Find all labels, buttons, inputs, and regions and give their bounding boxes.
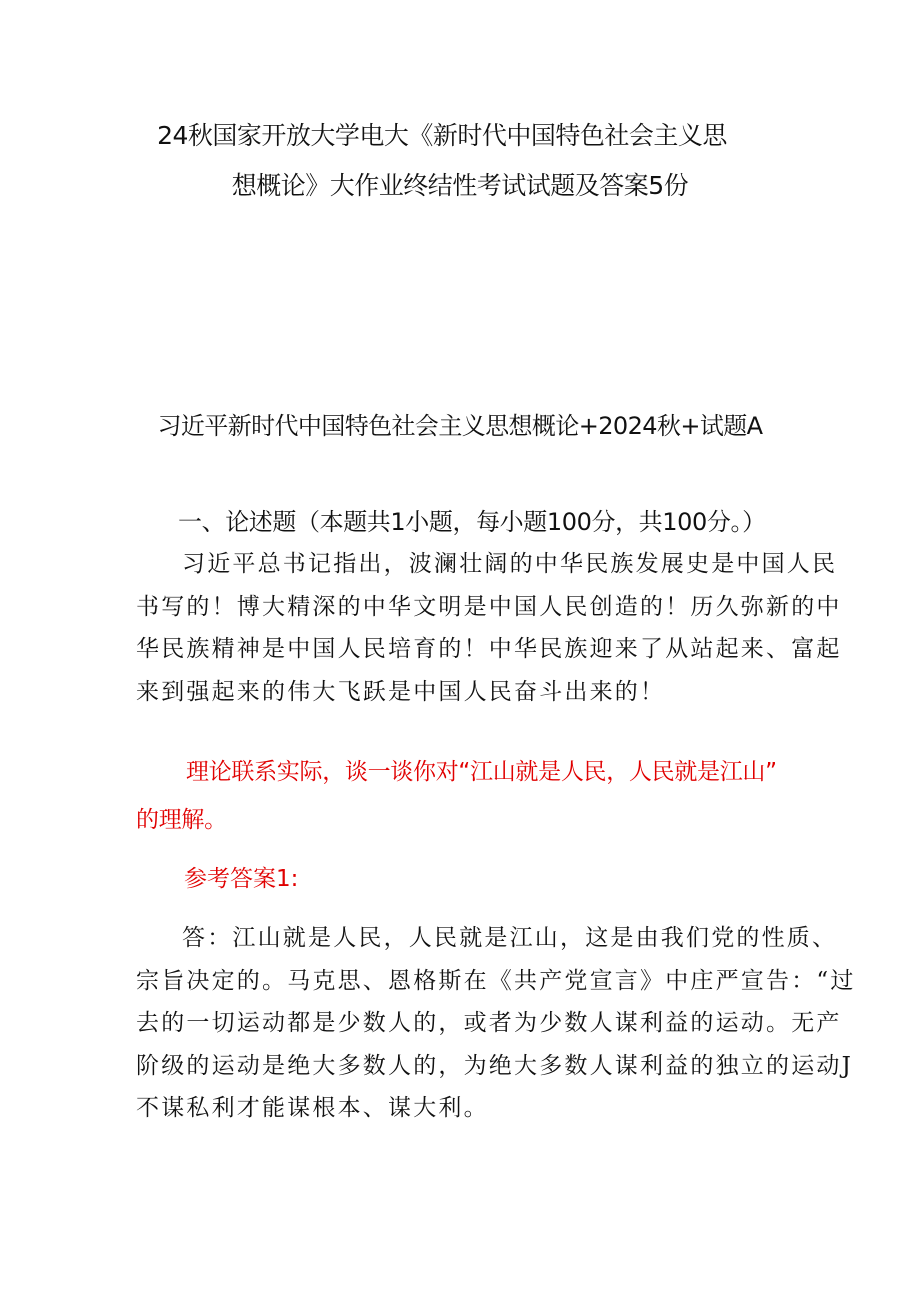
- answer-paragraph: [136, 917, 856, 1130]
- paragraph-line: 华民族精神是中国人民培育的！中华民族迎来了从站起来、富起: [136, 636, 842, 662]
- document-title-line-1: 24秋国家开放大学电大《新时代中国特色社会主义思: [157, 121, 727, 150]
- question-prompt: [136, 748, 836, 844]
- paragraph-line: 答：江山就是人民，人民就是江山，这是由我们党的性质、: [182, 925, 838, 951]
- paragraph-line: 习近平总书记指出，波澜壮阔的中华民族发展史是中国人民: [182, 551, 838, 577]
- paragraph-line: 不谋私利才能谋根本、谋大利。: [136, 1095, 489, 1121]
- paragraph-line: 书写的！博大精深的中华文明是中国人民创造的！历久弥新的中: [136, 593, 842, 620]
- answer-label: 参考答案1:: [184, 866, 299, 892]
- section-heading: 一、论述题（本题共1小题，每小题100分，共100分。）: [178, 508, 766, 536]
- paragraph-line: 去的一切运动都是少数人的，或者为少数人谋利益的运动。无产: [136, 1010, 842, 1036]
- question-line: 理论联系实际，谈一谈你对“江山就是人民，人民就是江山”: [186, 759, 777, 785]
- paragraph-line: 阶级的运动是绝大多数人的，为绝大多数人谋利益的独立的运动J: [136, 1052, 854, 1079]
- exam-subtitle: 习近平新时代中国特色社会主义思想概论+2024秋+试题A: [157, 412, 763, 440]
- paragraph-line: 来到强起来的伟大飞跃是中国人民奋斗出来的！: [136, 678, 666, 705]
- document-title-line-2: 想概论》大作业终结性考试试题及答案5份: [231, 171, 689, 200]
- question-line: 的理解。: [136, 807, 227, 833]
- paragraph-line: 宗旨决定的。马克思、恩格斯在《共产党宣言》中庄严宣告：“过: [136, 967, 856, 994]
- question-context-paragraph: [136, 543, 842, 713]
